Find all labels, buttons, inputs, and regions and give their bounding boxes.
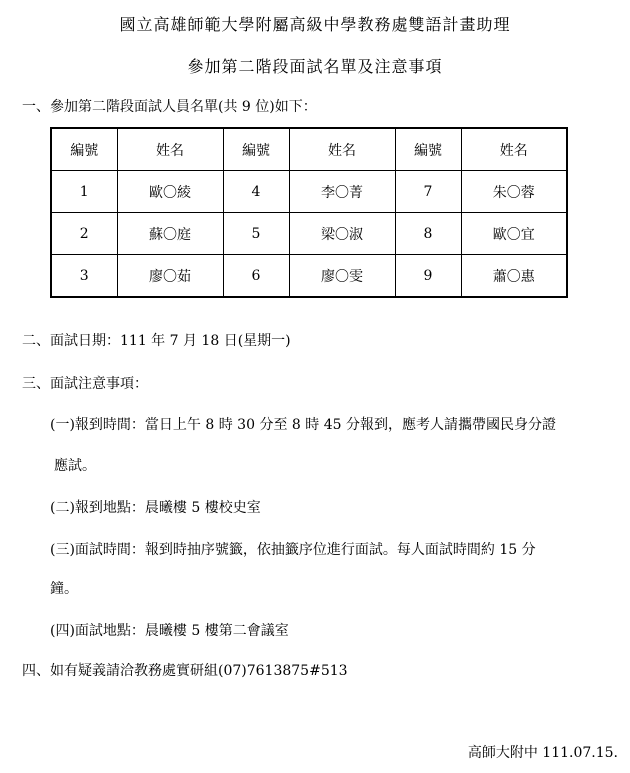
cell-name: 蕭〇惠 (461, 255, 567, 298)
header-number-2: 編號 (223, 128, 289, 171)
interview-date: 二、面試日期：111 年 7 月 18 日(星期一) (22, 333, 291, 349)
document-title: 國立高雄師範大學附屬高級中學教務處雙語計畫助理 (119, 15, 511, 34)
cell-number: 1 (51, 171, 117, 213)
section3-heading: 三、面試注意事項： (22, 376, 148, 392)
cell-number: 9 (395, 255, 461, 298)
cell-number: 5 (223, 213, 289, 255)
notice-item-3-line1: (三)面試時間：報到時抽序號籤，依抽籤序位進行面試。每人面試時間約 15 分 (50, 542, 536, 558)
cell-number: 3 (51, 255, 117, 298)
cell-number: 6 (223, 255, 289, 298)
cell-name: 歐〇綾 (117, 171, 223, 213)
table-row (51, 171, 567, 213)
notice-item-2: (二)報到地點：晨曦樓 5 樓校史室 (50, 500, 261, 516)
cell-name: 蘇〇庭 (117, 213, 223, 255)
header-number-1: 編號 (51, 128, 117, 171)
header-name-3: 姓名 (461, 128, 567, 171)
cell-name: 梁〇淑 (289, 213, 395, 255)
header-name-2: 姓名 (289, 128, 395, 171)
notice-item-1-line2: 應試。 (54, 458, 96, 474)
footer-signature: 高師大附中 111.07.15. (467, 745, 618, 761)
notice-item-3-line2: 鐘。 (50, 581, 78, 597)
section1-heading: 一、參加第二階段面試人員名單(共 9 位)如下： (22, 99, 317, 115)
cell-number: 7 (395, 171, 461, 213)
cell-name: 李〇菁 (289, 171, 395, 213)
cell-number: 4 (223, 171, 289, 213)
table-row (51, 213, 567, 255)
document-subtitle: 參加第二階段面試名單及注意事項 (187, 57, 443, 76)
notice-item-4: (四)面試地點：晨曦樓 5 樓第二會議室 (50, 623, 289, 639)
table-header-row (51, 128, 567, 171)
cell-number: 8 (395, 213, 461, 255)
cell-name: 朱〇蓉 (461, 171, 567, 213)
cell-name: 廖〇雯 (289, 255, 395, 298)
cell-name: 歐〇宜 (461, 213, 567, 255)
candidate-table (50, 127, 568, 298)
cell-name: 廖〇茹 (117, 255, 223, 298)
cell-number: 2 (51, 213, 117, 255)
header-number-3: 編號 (395, 128, 461, 171)
table-row (51, 255, 567, 298)
notice-item-1-line1: (一)報到時間：當日上午 8 時 30 分至 8 時 45 分報到，應考人請攜帶國民身分證 (50, 417, 556, 433)
contact-info: 四、如有疑義請洽教務處實研組(07)7613875#513 (22, 663, 348, 679)
header-name-1: 姓名 (117, 128, 223, 171)
